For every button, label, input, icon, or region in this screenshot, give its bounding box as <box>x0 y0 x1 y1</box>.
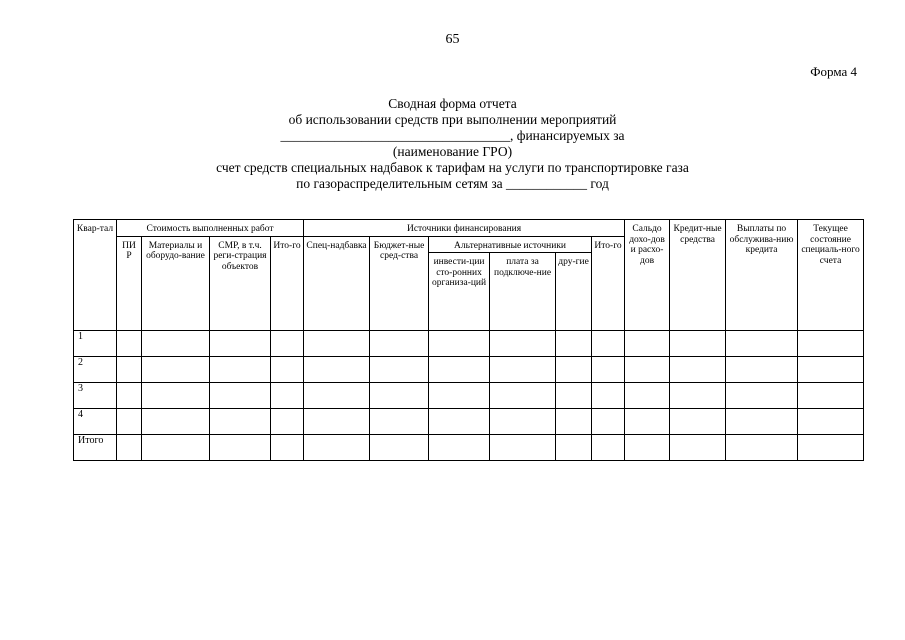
table-cell[interactable] <box>490 357 556 383</box>
table-cell[interactable] <box>142 435 210 461</box>
table-cell[interactable] <box>592 409 625 435</box>
table-cell[interactable] <box>370 331 429 357</box>
row-label: 3 <box>74 383 117 409</box>
table-cell[interactable] <box>726 383 798 409</box>
table-cell[interactable] <box>429 357 490 383</box>
table-cell[interactable] <box>429 331 490 357</box>
table-cell[interactable] <box>370 383 429 409</box>
table-cell[interactable] <box>304 357 370 383</box>
table-cell[interactable] <box>304 383 370 409</box>
table-cell[interactable] <box>142 383 210 409</box>
header-funding-total: Ито-го <box>592 236 625 331</box>
header-quarter: Квар-тал <box>74 220 117 331</box>
table-cell[interactable] <box>726 435 798 461</box>
table-cell[interactable] <box>370 357 429 383</box>
table-cell[interactable] <box>490 331 556 357</box>
header-materials: Материалы и оборудо-вание <box>142 236 210 331</box>
table-cell[interactable] <box>117 357 142 383</box>
table-cell[interactable] <box>670 357 726 383</box>
table-row <box>74 409 864 435</box>
table-cell[interactable] <box>370 409 429 435</box>
header-other: дру-гие <box>556 253 592 331</box>
table-cell[interactable] <box>798 409 864 435</box>
table-row <box>74 357 864 383</box>
table-cell[interactable] <box>798 383 864 409</box>
header-credit-funds: Кредит-ные средства <box>670 220 726 331</box>
title-line-5: счет средств специальных надбавок к тарифам на услуги по транспортировке газа <box>216 160 689 175</box>
table-cell[interactable] <box>556 383 592 409</box>
table-cell[interactable] <box>370 435 429 461</box>
header-row-1 <box>74 220 864 237</box>
table-cell[interactable] <box>726 331 798 357</box>
table-cell[interactable] <box>210 357 271 383</box>
header-budget-funds: Бюджет-ные сред-ства <box>370 236 429 331</box>
table-cell[interactable] <box>625 409 670 435</box>
table-cell[interactable] <box>210 409 271 435</box>
table-cell[interactable] <box>271 357 304 383</box>
table-cell[interactable] <box>592 331 625 357</box>
table-cell[interactable] <box>490 383 556 409</box>
table-cell[interactable] <box>429 435 490 461</box>
row-label: Итого <box>74 435 117 461</box>
table-cell[interactable] <box>304 435 370 461</box>
table-cell[interactable] <box>304 409 370 435</box>
header-smr: СМР, в т.ч. реги-страция объектов <box>210 236 271 331</box>
table-cell[interactable] <box>117 331 142 357</box>
table-cell[interactable] <box>210 435 271 461</box>
title-line-1: Сводная форма отчета <box>388 96 517 111</box>
table-cell[interactable] <box>117 435 142 461</box>
table-cell[interactable] <box>210 383 271 409</box>
table-cell[interactable] <box>625 357 670 383</box>
title-line-3: __________________________________, финансируемых за <box>280 128 625 143</box>
table-cell[interactable] <box>625 435 670 461</box>
row-label: 2 <box>74 357 117 383</box>
header-connection-fee: плата за подключе-ние <box>490 253 556 331</box>
row-label: 1 <box>74 331 117 357</box>
table-cell[interactable] <box>670 409 726 435</box>
row-label: 4 <box>74 409 117 435</box>
table-cell[interactable] <box>625 383 670 409</box>
table-cell[interactable] <box>556 435 592 461</box>
table-cell[interactable] <box>117 409 142 435</box>
title-line-2: об использовании средств при выполнении мероприятий <box>288 112 617 127</box>
header-special-markup: Спец-надбавка <box>304 236 370 331</box>
table-cell[interactable] <box>726 409 798 435</box>
header-pir: ПИ Р <box>117 236 142 331</box>
table-cell[interactable] <box>210 331 271 357</box>
table-cell[interactable] <box>304 331 370 357</box>
table-cell[interactable] <box>271 435 304 461</box>
header-works-cost: Стоимость выполненных работ <box>117 220 304 237</box>
table-cell[interactable] <box>117 383 142 409</box>
table-cell[interactable] <box>670 435 726 461</box>
table-cell[interactable] <box>670 383 726 409</box>
header-balance: Сальдо дохо-дов и расхо-дов <box>625 220 670 331</box>
table-cell[interactable] <box>271 331 304 357</box>
report-table <box>73 219 864 461</box>
table-cell[interactable] <box>142 409 210 435</box>
table-cell[interactable] <box>490 435 556 461</box>
table-row <box>74 435 864 461</box>
table-body <box>74 331 864 461</box>
table-cell[interactable] <box>142 357 210 383</box>
table-cell[interactable] <box>490 409 556 435</box>
table-row <box>74 331 864 357</box>
title-line-6: по газораспределительным сетям за ____________ год <box>296 176 609 191</box>
title-line-4: (наименование ГРО) <box>392 144 513 159</box>
table-cell[interactable] <box>625 331 670 357</box>
header-funding-sources: Источники финансирования <box>304 220 625 237</box>
table-cell[interactable] <box>142 331 210 357</box>
table-cell[interactable] <box>429 383 490 409</box>
table-cell[interactable] <box>556 357 592 383</box>
table-cell[interactable] <box>556 331 592 357</box>
header-alternative-sources: Альтернативные источники <box>429 236 592 253</box>
table-cell[interactable] <box>592 357 625 383</box>
page-number: 65 <box>445 32 460 47</box>
header-third-party-investments: инвести-ции сто-ронних организа-ций <box>429 253 490 331</box>
table-cell[interactable] <box>429 409 490 435</box>
table-cell[interactable] <box>271 383 304 409</box>
header-loan-payments: Выплаты по обслужива-нию кредита <box>726 220 798 331</box>
table-cell[interactable] <box>592 383 625 409</box>
table-cell[interactable] <box>798 357 864 383</box>
header-account-status: Текущее состояние специаль-ного счета <box>798 220 864 331</box>
table-cell[interactable] <box>798 331 864 357</box>
table-cell[interactable] <box>556 409 592 435</box>
table-cell[interactable] <box>726 357 798 383</box>
table-cell[interactable] <box>592 435 625 461</box>
table-row <box>74 383 864 409</box>
header-works-total: Ито-го <box>271 236 304 331</box>
table-cell[interactable] <box>798 435 864 461</box>
table-cell[interactable] <box>271 409 304 435</box>
form-label: Форма 4 <box>810 64 857 79</box>
table-cell[interactable] <box>670 331 726 357</box>
report-title <box>0 96 905 192</box>
